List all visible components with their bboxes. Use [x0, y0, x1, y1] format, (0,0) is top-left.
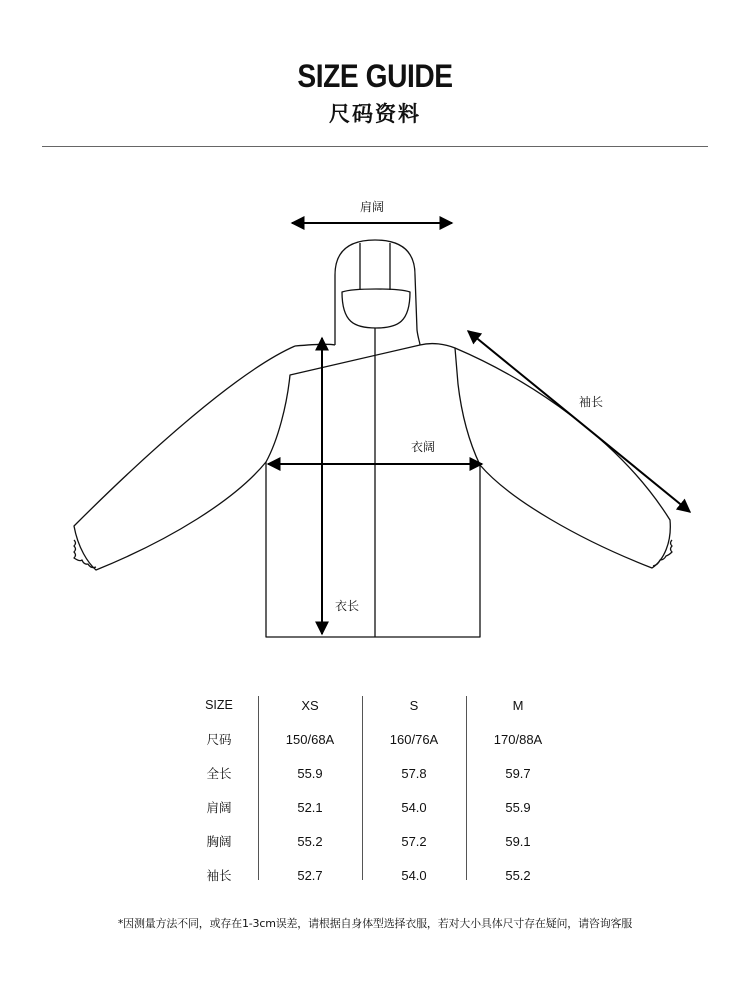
left-cuff — [74, 540, 96, 568]
hood-outline — [335, 240, 420, 345]
length-label: 衣长 — [335, 599, 360, 613]
footnote: *因测量方法不同，或存在1-3cm误差，请根据自身体型选择衣服，若对大小具体尺寸存在疑问，请咨询客服 — [117, 917, 633, 930]
page-subtitle: 尺码资料 — [329, 102, 421, 126]
hood-opening — [342, 289, 410, 328]
header-cell: XS — [301, 697, 319, 713]
table-cell: 54.0 — [401, 867, 427, 883]
row-label: 肩阔 — [206, 800, 232, 815]
table-cell: 160/76A — [389, 731, 439, 747]
row-label: 胸阔 — [206, 834, 232, 849]
header-cell: M — [512, 697, 524, 713]
left-sleeve — [74, 346, 295, 570]
table-cell: 55.2 — [297, 833, 323, 849]
page-title: SIZE GUIDE — [297, 58, 453, 94]
size-table — [180, 688, 570, 892]
table-cell: 170/88A — [493, 731, 543, 747]
table-row — [180, 824, 570, 858]
table-cell: 57.2 — [401, 833, 427, 849]
right-sleeve — [455, 348, 670, 568]
table-row — [180, 722, 570, 756]
table-row — [180, 858, 570, 892]
table-cell: 59.7 — [505, 765, 531, 781]
body-outline — [266, 344, 480, 637]
row-label: 全长 — [206, 766, 232, 781]
table-cell: 52.1 — [297, 799, 323, 815]
table-cell: 150/68A — [285, 731, 335, 747]
table-cell: 59.1 — [505, 833, 531, 849]
table-cell: 52.7 — [297, 867, 323, 883]
table-row — [180, 756, 570, 790]
row-label: 尺码 — [206, 732, 232, 747]
header-cell: SIZE — [205, 698, 233, 712]
shoulder-label: 肩阔 — [360, 200, 385, 214]
right-cuff — [653, 540, 672, 566]
table-row — [180, 790, 570, 824]
table-cell: 55.9 — [505, 799, 531, 815]
row-label: 袖长 — [206, 868, 232, 883]
table-header-row — [180, 688, 570, 722]
table-cell: 55.9 — [297, 765, 323, 781]
chest-label: 衣阔 — [411, 440, 436, 454]
header-cell: S — [409, 697, 419, 713]
table-cell: 57.8 — [401, 765, 427, 781]
table-cell: 55.2 — [505, 867, 531, 883]
sleeve-label: 袖长 — [579, 395, 604, 409]
table-cell: 54.0 — [401, 799, 427, 815]
